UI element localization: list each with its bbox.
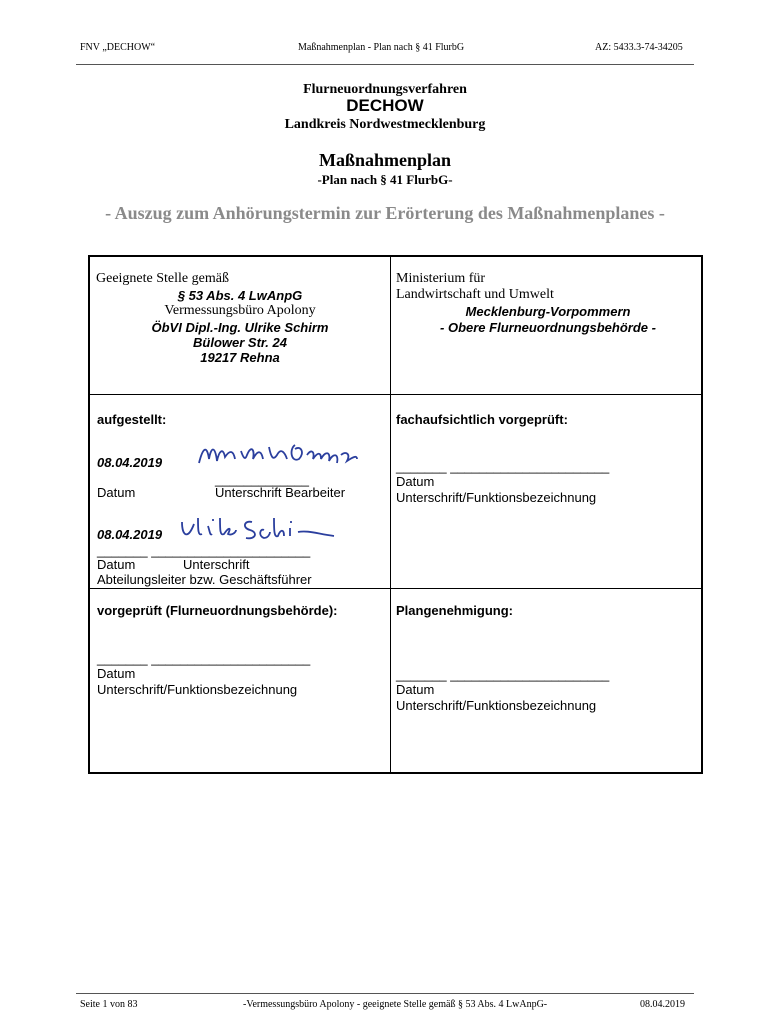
table-row-divider-1	[88, 394, 703, 395]
approval-heading: Plangenehmigung:	[396, 603, 513, 618]
prechecked-date-label: Datum	[97, 666, 136, 681]
header-rule	[76, 64, 694, 65]
signature-abteilungsleiter	[178, 512, 338, 546]
legal-basis: § 53 Abs. 4 LwAnpG	[177, 288, 303, 303]
header-left: FNV „DECHOW“	[80, 42, 156, 53]
prechecked-heading: vorgeprüft (Flurneuordnungsbehörde):	[97, 603, 338, 618]
header-right: AZ: 5433.3-74-34205	[595, 42, 683, 53]
office-name: Vermessungsbüro Apolony	[164, 303, 316, 318]
ministry-state: Mecklenburg-Vorpommern	[465, 304, 631, 319]
district-title: Landkreis Nordwestmecklenburg	[284, 117, 486, 132]
date-label-2: Datum	[97, 557, 136, 572]
procedure-name: DECHOW	[346, 96, 424, 115]
role-label: Abteilungsleiter bzw. Geschäftsführer	[97, 572, 312, 587]
signature-label-1: Unterschrift Bearbeiter	[215, 485, 346, 500]
footer-page: Seite 1 von 83	[80, 999, 138, 1010]
excerpt-title: - Auszug zum Anhörungstermin zur Erörterung des Maßnahmenplanes -	[105, 203, 665, 223]
table-vertical-divider	[390, 255, 391, 774]
table-row-divider-2	[88, 588, 703, 589]
approval-line-row: _______ ______________________	[396, 667, 610, 682]
sig-line-row-2: _______ ______________________	[97, 543, 311, 558]
supervision-date-label: Datum	[396, 474, 435, 489]
plan-title: Maßnahmenplan	[318, 150, 452, 170]
authority-label: Geeignete Stelle gemäß	[96, 271, 229, 286]
street-address: Bülower Str. 24	[193, 335, 287, 350]
ministry-authority: - Obere Flurneuordnungsbehörde -	[440, 320, 656, 335]
prechecked-signature-label: Unterschrift/Funktionsbezeichnung	[97, 682, 298, 697]
signature-label-2: Unterschrift	[183, 557, 250, 572]
footer-center: -Vermessungsbüro Apolony - geeignete Stelle gemäß § 53 Abs. 4 LwAnpG-	[243, 999, 548, 1010]
header-center: Maßnahmenplan - Plan nach § 41 FlurbG	[298, 42, 465, 53]
approval-date-label: Datum	[396, 682, 435, 697]
date-label-1: Datum	[97, 485, 136, 500]
footer-date: 08.04.2019	[640, 999, 685, 1010]
plan-subtitle: -Plan nach § 41 FlurbG-	[317, 172, 453, 187]
prepared-date-2: 08.04.2019	[97, 527, 163, 542]
ministry-label: Ministerium für	[396, 271, 486, 286]
supervision-heading: fachaufsichtlich vorgeprüft:	[396, 412, 568, 427]
footer-rule	[76, 993, 694, 994]
sig-underline-1: _____________	[215, 472, 309, 487]
supervision-signature-label: Unterschrift/Funktionsbezeichnung	[396, 490, 597, 505]
approval-signature-label: Unterschrift/Funktionsbezeichnung	[396, 698, 597, 713]
prechecked-line-row: _______ ______________________	[97, 651, 311, 666]
supervision-line-row: _______ ______________________	[396, 459, 610, 474]
prepared-date-1: 08.04.2019	[97, 455, 163, 470]
signature-bearbeiter	[195, 437, 360, 471]
postal-city: 19217 Rehna	[200, 350, 280, 365]
engineer-name: ÖbVI Dipl.-Ing. Ulrike Schirm	[151, 320, 329, 335]
ministry-name: Landwirtschaft und Umwelt	[396, 287, 554, 302]
procedure-title: Flurneuordnungsverfahren	[303, 82, 467, 97]
prepared-heading: aufgestellt:	[97, 412, 167, 427]
